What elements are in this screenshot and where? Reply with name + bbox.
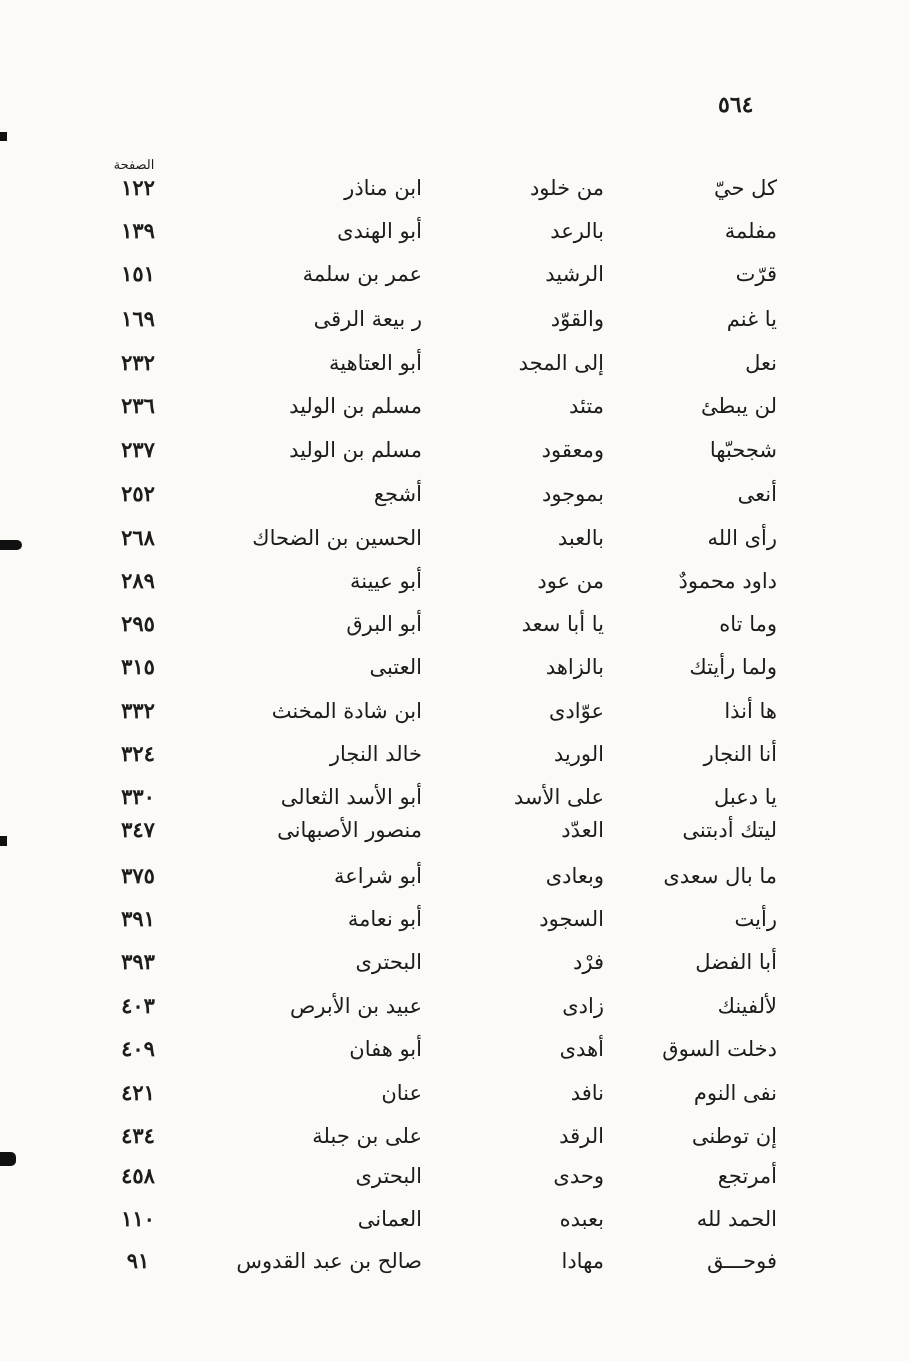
table-row <box>0 1156 909 1196</box>
page-ref: ٢٩٥ <box>121 611 155 636</box>
page-ref: ٤٣٤ <box>121 1123 155 1148</box>
table-row <box>0 254 909 294</box>
poet-name: عمر بن سلمة <box>302 262 422 286</box>
table-row <box>0 343 909 383</box>
verse-start: كل حيّ <box>713 176 777 200</box>
rhyme-word: من خلود <box>529 176 604 200</box>
verse-start: رأى الله <box>707 526 777 550</box>
poet-name: صالح بن عبد القدوس <box>236 1249 422 1273</box>
rhyme-word: إلى المجد <box>518 351 604 375</box>
table-row <box>0 1029 909 1069</box>
table-row <box>0 647 909 687</box>
poet-name: عنان <box>381 1081 422 1105</box>
rhyme-word: بموجود <box>541 482 604 506</box>
table-row <box>0 734 909 774</box>
poet-name: أبو الأسد الثعالى <box>280 785 422 809</box>
verse-start: وما تاه <box>719 612 777 636</box>
page-ref: ٣٢٤ <box>121 741 155 766</box>
page-ref: ٢٣٧ <box>121 437 155 462</box>
verse-start: يا دعبل <box>713 785 777 809</box>
verse-start: نعل <box>745 351 777 375</box>
page-ref: ٤٢١ <box>121 1080 155 1105</box>
verse-start: أنعى <box>737 482 777 506</box>
table-row <box>0 1116 909 1156</box>
poet-name: ر بيعة الرقى <box>313 307 422 331</box>
rhyme-word: من عود <box>537 569 604 593</box>
rhyme-word: بالزاهد <box>545 655 604 679</box>
rhyme-word: الرقد <box>559 1124 604 1148</box>
page-ref: ٢٣٢ <box>121 350 155 375</box>
poet-name: ابن مناذر <box>344 176 422 200</box>
page-number: ٥٦٤ <box>718 92 754 118</box>
poet-name: أبو الهندى <box>337 219 422 243</box>
page-column-header: الصفحة <box>113 158 155 173</box>
rhyme-word: يا أبا سعد <box>521 612 604 636</box>
poet-name: على بن جبلة <box>312 1124 422 1148</box>
verse-start: يا غنم <box>726 307 777 331</box>
page-ref: ٣١٥ <box>121 654 155 679</box>
rhyme-word: والقوّد <box>550 307 604 331</box>
scan-edge-mark <box>0 836 7 846</box>
page-ref: ٣٤٧ <box>121 817 155 842</box>
poet-name: العتبى <box>369 655 422 679</box>
poet-name: البحترى <box>355 1164 422 1188</box>
page-ref: ٢٣٦ <box>121 393 155 418</box>
page-ref: ٣٣٢ <box>121 698 155 723</box>
verse-start: ليتك أدبتنى <box>682 818 777 842</box>
table-row <box>0 211 909 251</box>
verse-start: ولما رأيتك <box>689 655 777 679</box>
page-ref: ٤٥٨ <box>121 1163 155 1188</box>
table-row <box>0 430 909 470</box>
rhyme-word: بالرعد <box>550 219 604 243</box>
page-ref: ٣٩١ <box>121 906 155 931</box>
rhyme-word: بعبده <box>559 1207 604 1231</box>
rhyme-word: زادى <box>562 994 604 1018</box>
page-ref: ١٥١ <box>121 261 155 286</box>
scan-edge-mark <box>0 1152 16 1166</box>
table-row <box>0 899 909 939</box>
poet-name: أبو شراعة <box>333 864 422 888</box>
scan-edge-mark <box>0 132 7 141</box>
verse-start: قرّت <box>735 262 777 286</box>
page-ref: ٣٣٠ <box>121 784 155 809</box>
page-ref: ٤٠٣ <box>121 993 155 1018</box>
page-ref: ٩١ <box>126 1248 150 1273</box>
verse-start: لن يبطئ <box>701 394 777 418</box>
rhyme-word: الوريد <box>553 742 604 766</box>
verse-start: مفلمة <box>724 219 777 243</box>
verse-start: أنا النجار <box>703 742 777 766</box>
rhyme-word: السجود <box>539 907 604 931</box>
table-row <box>0 1241 909 1281</box>
verse-start: دخلت السوق <box>662 1037 777 1061</box>
page-ref: ١٣٩ <box>121 218 155 243</box>
rhyme-word: نافد <box>570 1081 604 1105</box>
verse-start: داود محمودٌ <box>678 569 777 593</box>
page-ref: ٣٧٥ <box>121 863 155 888</box>
page-ref: ٣٩٣ <box>121 949 155 974</box>
poet-name: عبيد بن الأبرص <box>289 994 422 1018</box>
page-ref: ١٢٢ <box>121 175 155 200</box>
poet-name: البحترى <box>355 950 422 974</box>
verse-start: شجحبّها <box>709 438 777 462</box>
table-row <box>0 810 909 850</box>
rhyme-word: العدّد <box>561 818 604 842</box>
verse-start: فوحـــق <box>707 1249 777 1273</box>
table-row <box>0 561 909 601</box>
rhyme-word: متئد <box>569 394 604 418</box>
rhyme-word: ومعقود <box>541 438 604 462</box>
poet-name: أبو هفان <box>349 1037 422 1061</box>
scan-edge-mark <box>0 540 22 550</box>
rhyme-word: وبعادى <box>545 864 604 888</box>
verse-start: الحمد لله <box>696 1207 777 1231</box>
rhyme-word: بالعبد <box>557 526 604 550</box>
table-row <box>0 691 909 731</box>
verse-start: ها أنذا <box>724 699 777 723</box>
poet-name: أبو عيينة <box>349 569 422 593</box>
poet-name: مسلم بن الوليد <box>289 438 422 462</box>
verse-start: رأيت <box>734 907 777 931</box>
table-row <box>0 518 909 558</box>
rhyme-word: فرْد <box>573 950 604 974</box>
page-ref: ٤٠٩ <box>121 1036 155 1061</box>
table-row <box>0 1199 909 1239</box>
verse-start: أبا الفضل <box>695 950 777 974</box>
verse-start: إن توطنى <box>691 1124 777 1148</box>
poet-name: أبو البرق <box>346 612 422 636</box>
poet-name: أبو نعامة <box>347 907 422 931</box>
rhyme-word: مهادا <box>561 1249 604 1273</box>
poet-name: العمانى <box>357 1207 422 1231</box>
table-row <box>0 604 909 644</box>
table-row <box>0 168 909 208</box>
rhyme-word: الرشيد <box>545 262 604 286</box>
rhyme-word: أهدى <box>559 1037 604 1061</box>
poet-name: أبو العتاهية <box>329 351 422 375</box>
table-row <box>0 299 909 339</box>
poet-name: خالد النجار <box>329 742 422 766</box>
verse-start: ما بال سعدى <box>663 864 777 888</box>
table-row <box>0 386 909 426</box>
poet-name: مسلم بن الوليد <box>289 394 422 418</box>
verse-start: نفى النوم <box>693 1081 777 1105</box>
page-ref: ٢٨٩ <box>121 568 155 593</box>
page-ref: ٢٦٨ <box>121 525 155 550</box>
table-row <box>0 986 909 1026</box>
verse-start: أمرتجع <box>717 1164 777 1188</box>
rhyme-word: على الأسد <box>513 785 604 809</box>
poet-name: أشجع <box>373 482 422 506</box>
page-ref: ١٦٩ <box>121 306 155 331</box>
table-row <box>0 474 909 514</box>
page-ref: ٢٥٢ <box>121 481 155 506</box>
poet-name: منصور الأصبهانى <box>277 818 422 842</box>
poet-name: الحسين بن الضحاك <box>252 526 422 550</box>
page-ref: ١١٠ <box>121 1206 155 1231</box>
rhyme-word: عوّادى <box>548 699 604 723</box>
table-row <box>0 942 909 982</box>
table-row <box>0 1073 909 1113</box>
poet-name: ابن شادة المخنث <box>271 699 422 723</box>
table-row <box>0 856 909 896</box>
rhyme-word: وحدى <box>553 1164 604 1188</box>
verse-start: لألفينك <box>717 994 777 1018</box>
